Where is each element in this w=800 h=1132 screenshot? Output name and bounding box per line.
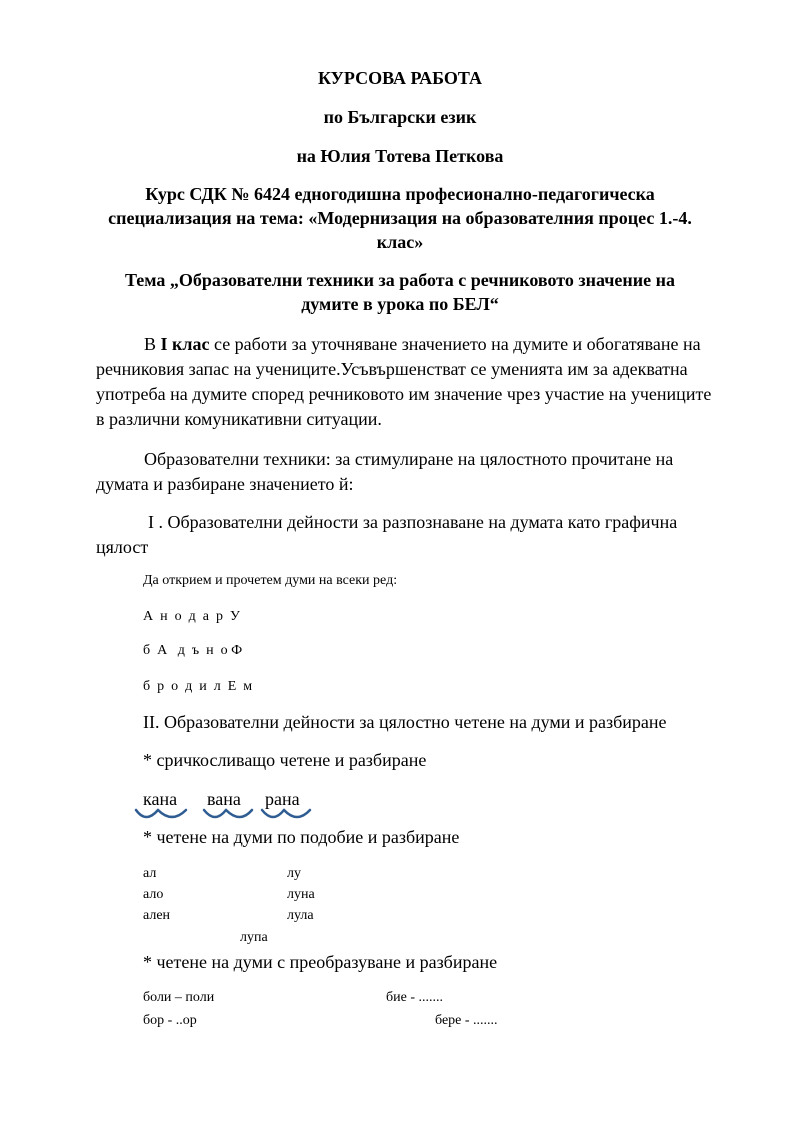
section1-heading: [96, 510, 746, 560]
similarity-col2-2: луна: [287, 887, 315, 902]
syllable-arc-4: [226, 810, 252, 817]
intro-paragraph: [96, 332, 746, 432]
syllable-word-3: рана: [265, 789, 300, 809]
transform-title: * четене на думи с преобразуване и разбиране: [143, 952, 498, 972]
syllable-arcs: [130, 804, 320, 826]
similarity-col1-1: ал: [143, 866, 157, 881]
author-line: на Юлия Тотева Петкова: [296, 146, 504, 166]
section1-instruction: Да открием и прочетем думи на всеки ред:: [143, 573, 398, 588]
intro-line-1: [96, 332, 746, 357]
page-title: КУРСОВА РАБОТА: [317, 68, 483, 88]
similarity-col2-3: лула: [287, 908, 314, 923]
syllable-arc-6: [284, 810, 310, 817]
similarity-col2-1: лу: [287, 866, 301, 881]
intro-prefix: В: [144, 334, 161, 354]
similarity-col1-3: ален: [143, 908, 171, 923]
similarity-extra: лупа: [240, 930, 268, 945]
transform-pair-3: бор - ..ор: [143, 1013, 197, 1028]
transform-pair-2: бие - .......: [386, 990, 443, 1005]
techniques-line-1: Образователни техники: за стимулиране на цялостното прочитане на: [144, 449, 674, 469]
similarity-title: * четене на думи по подобие и разбиране: [143, 827, 460, 847]
topic-line-1: Тема „Образователни техники за работа с речниковото значение на: [124, 270, 676, 290]
intro-grade: I клас: [160, 334, 210, 354]
syllable-word-2: вана: [207, 789, 241, 809]
intro-line-1-rest: се работи за уточняване значението на думите и обогатяване на: [209, 334, 701, 354]
techniques-paragraph: [96, 447, 746, 497]
letter-row-1: А н о д а р У: [143, 609, 240, 624]
syllable-arc-5: [262, 810, 284, 817]
techniques-line-2: думата и разбиране значението й:: [96, 474, 354, 494]
syllable-arc-1: [136, 810, 158, 817]
letter-row-3: б р о д и л Е м: [143, 679, 253, 694]
transform-pair-4: бере - .......: [435, 1013, 498, 1028]
subject-line: по Български език: [323, 107, 477, 127]
course-line-1: Курс СДК № 6424 едногодишна професионално-педагогическа: [145, 184, 655, 204]
similarity-col1-2: ало: [143, 887, 164, 902]
syllable-title: * сричкосливащо четене и разбиране: [143, 750, 427, 770]
topic-line-2: думите в урока по БЕЛ“: [301, 294, 499, 314]
intro-line-2: речниковия запас на учениците.Усъвършенстват се уменията им за адекватна: [96, 359, 688, 379]
syllable-arc-3: [204, 810, 226, 817]
section1-line-1: I . Образователни дейности за разпознаване на думата като графична: [148, 512, 678, 532]
intro-line-4: в различни комуникативни ситуации.: [96, 409, 382, 429]
section2-heading: II. Образователни дейности за цялостно четене на думи и разбиране: [143, 712, 667, 732]
letter-row-2: б А д ъ н о Ф: [143, 643, 243, 658]
course-line-2: специализация на тема: «Модернизация на образователния процес 1.-4.: [108, 208, 692, 228]
syllable-word-1: кана: [143, 789, 178, 809]
course-line-3: клас»: [376, 232, 424, 252]
section1-line-2: цялост: [96, 537, 149, 557]
transform-pair-1: боли – поли: [143, 990, 215, 1005]
syllable-arc-2: [158, 810, 186, 817]
intro-line-3: употреба на думите според речниковото им значение чрез участие на учениците: [96, 384, 712, 404]
